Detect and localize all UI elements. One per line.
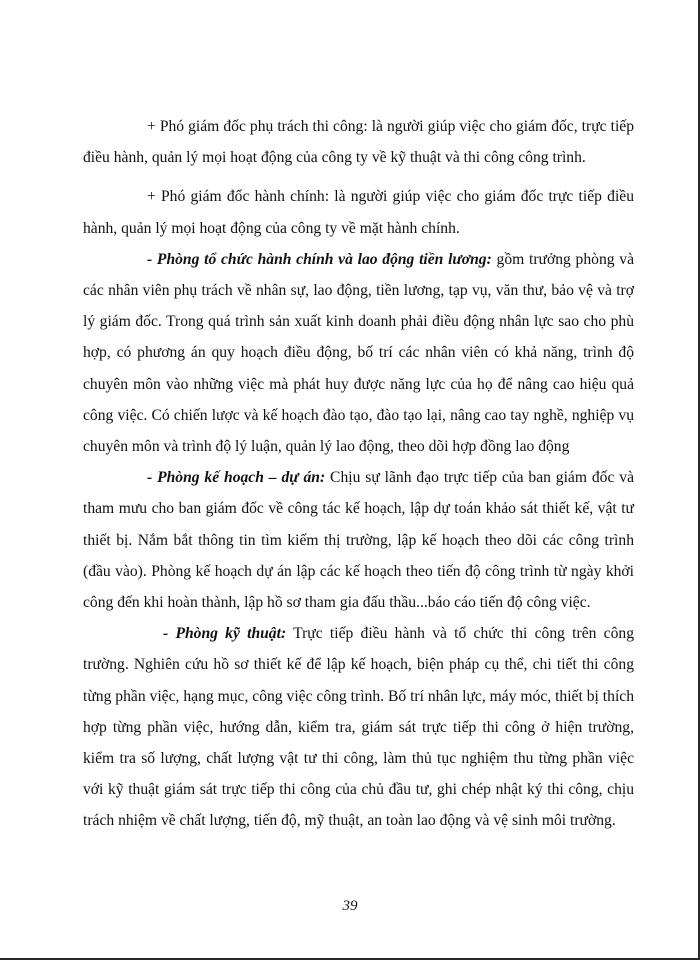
page-number: 39	[342, 898, 358, 914]
section-heading: - Phòng kỹ thuật:	[163, 625, 287, 643]
section-heading: - Phòng tổ chức hành chính và lao động tiền lương:	[147, 250, 492, 268]
paragraph-text: + Phó giám đốc phụ trách thi công: là người giúp việc cho giám đốc, trực tiếp điều hành, quản lý mọi hoạt động của công ty về kỹ thuật và thi công công trình.	[83, 118, 634, 167]
paragraph-admin-dept	[83, 244, 634, 462]
paragraph-text: gồm trưởng phòng và các nhân viên phụ trách về nhân sự, lao động, tiền lương, tạp vụ, văn thư, bảo vệ và trợ lý giám đốc. Trong quá trình sản xuất kinh doanh phải điều động nhân lực sao cho phù hợp, có phương án quy hoạch điều động, bố trí các nhân viên có khả năng, trình độ chuyên môn vào những việc mà phát huy được năng lực của họ để nâng cao hiệu quả công việc. Có chiến lược và kế hoạch đào tạo, đào tạo lại, nâng cao tay nghề, nghiệp vụ chuyên môn và trình độ lý luận, quản lý lao động, theo dõi hợp đồng lao động	[83, 250, 634, 456]
paragraph-technical-dept	[83, 618, 634, 836]
paragraph-deputy-admin	[83, 181, 634, 243]
paragraph-text: + Phó giám đốc hành chính: là người giúp việc cho giám đốc trực tiếp điều hành, quản lý mọi hoạt động của công ty về mặt hành chính.	[83, 188, 634, 237]
paragraph-planning-dept	[83, 462, 634, 618]
paragraph-deputy-construction	[83, 111, 634, 173]
page-body	[83, 111, 634, 837]
paragraph-text: Chịu sự lãnh đạo trực tiếp của ban giám đốc và tham mưu cho ban giám đốc về công tác kế hoạch, lập dự toán khảo sát thiết kế, vật tư thiết bị. Nắm bắt thông tin tìm kiếm thị trường, lập kế hoạch theo dõi các công trình (đầu vào). Phòng kế hoạch dự án lập các kế hoạch theo tiến độ công trình từ ngày khởi công đến khi hoàn thành, lập hồ sơ tham gia đấu thầu...báo cáo tiến độ công việc.	[83, 469, 634, 612]
section-heading: - Phòng kế hoạch – dự án:	[147, 469, 326, 487]
paragraph-text: Trực tiếp điều hành và tổ chức thi công trên công trường. Nghiên cứu hồ sơ thiết kế để lập kế hoạch, biện pháp cụ thể, chi tiết thi công từng phần việc, hạng mục, công việc công trình. Bố trí nhân lực, máy móc, thiết bị thích hợp từng phần việc, hướng dẫn, kiểm tra, giám sát trực tiếp thi công ở hiện trường, kiểm tra số lượng, chất lượng vật tư thi công, làm thủ tục nghiệm thu từng phần việc với kỹ thuật giám sát trực tiếp thi công của chủ đầu tư, ghi chép nhật ký thi công, chịu trách nhiệm về chất lượng, tiến độ, mỹ thuật, an toàn lao động và vệ sinh môi trường.	[83, 625, 634, 830]
